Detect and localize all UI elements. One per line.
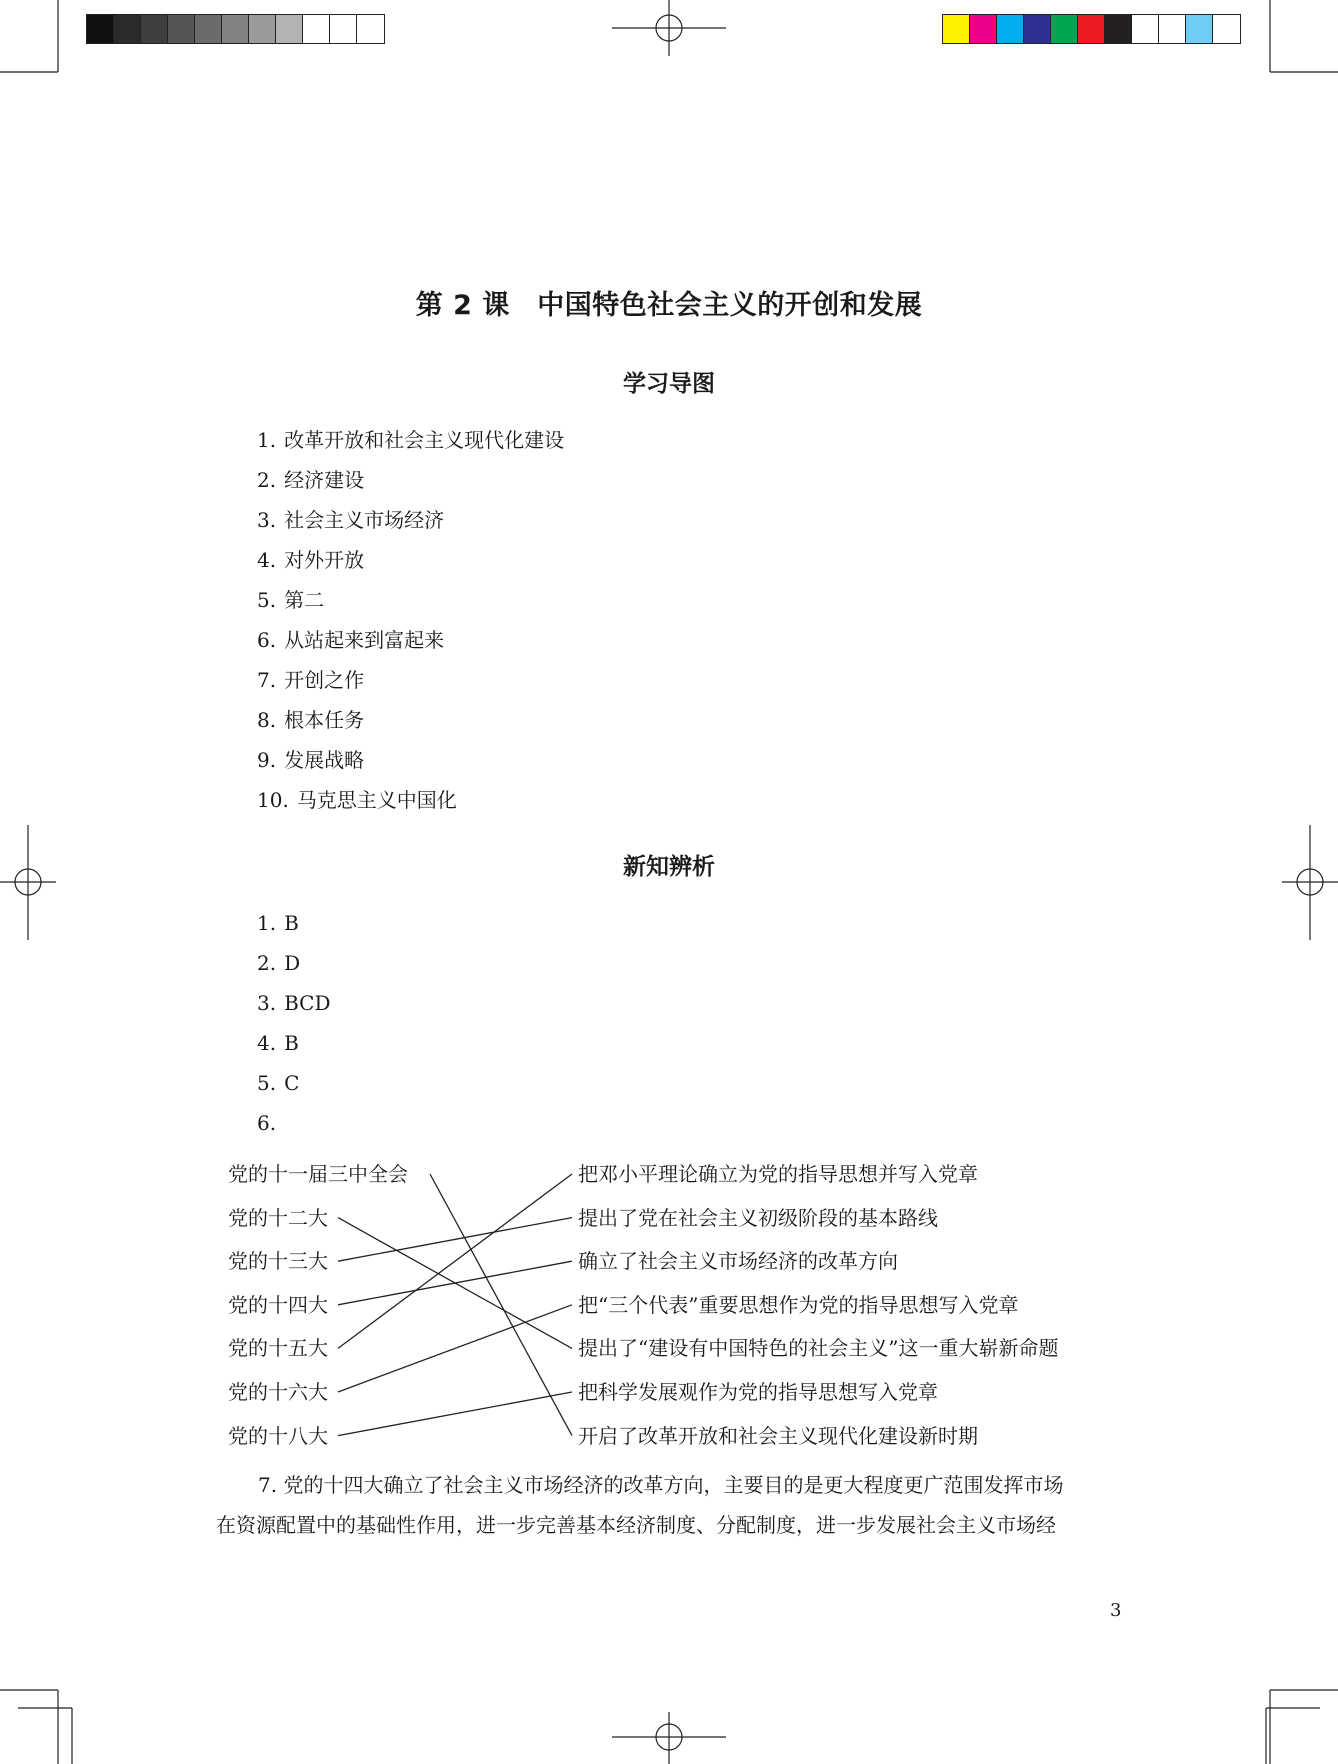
answer-item-number: 1. <box>257 911 277 935</box>
guide-item-number: 5. <box>257 588 277 612</box>
guide-item-text: 经济建设 <box>284 468 365 492</box>
guide-item-text: 对外开放 <box>284 548 365 572</box>
answer-item-number: 5. <box>257 1071 277 1095</box>
answer-item-number: 4. <box>257 1031 277 1055</box>
answer-item-text: B <box>284 911 299 935</box>
guide-item-text: 开创之作 <box>284 668 365 692</box>
match-right-item: 开启了改革开放和社会主义现代化建设新时期 <box>578 1423 978 1448</box>
match-right-item: 把科学发展观作为党的指导思想写入党章 <box>578 1380 938 1404</box>
q7-line: 7. 党的十四大确立了社会主义市场经济的改革方向，主要目的是更大程度更广范围发挥市场 <box>258 1473 1064 1497</box>
guide-item-number: 4. <box>257 548 277 572</box>
match-right-item: 提出了“建设有中国特色的社会主义”这一重大崭新命题 <box>578 1336 1059 1361</box>
match-line <box>338 1218 572 1262</box>
answer-item-number: 6. <box>257 1111 277 1135</box>
guide-item-text: 根本任务 <box>284 708 365 732</box>
guide-item-text: 从站起来到富起来 <box>284 628 445 652</box>
answer-item-text: B <box>284 1031 299 1055</box>
match-right-item: 确立了社会主义市场经济的改革方向 <box>578 1249 898 1274</box>
question-7-answer <box>216 1465 1126 1545</box>
guide-item-text: 第二 <box>284 588 325 612</box>
guide-item-number: 6. <box>257 628 277 652</box>
match-left-item: 党的十八大 <box>228 1423 328 1448</box>
guide-item-text: 社会主义市场经济 <box>284 508 445 532</box>
guide-item-number: 8. <box>257 708 277 732</box>
match-line <box>338 1261 572 1305</box>
match-left-item: 党的十五大 <box>228 1336 328 1361</box>
answer-item-number: 3. <box>257 991 277 1015</box>
guide-heading: 学习导图 <box>623 371 715 397</box>
guide-item-text: 改革开放和社会主义现代化建设 <box>284 428 565 452</box>
q7-line: 在资源配置中的基础性作用，进一步完善基本经济制度、分配制度，进一步发展社会主义市场经 <box>216 1513 1056 1537</box>
match-right-item: 把“三个代表”重要思想作为党的指导思想写入党章 <box>578 1292 1019 1317</box>
guide-item-text: 马克思主义中国化 <box>296 788 457 812</box>
match-left-item: 党的十二大 <box>228 1205 328 1230</box>
guide-item-text: 发展战略 <box>284 748 365 772</box>
analysis-heading: 新知辨析 <box>623 854 715 880</box>
guide-item-number: 10. <box>257 788 289 812</box>
match-right-item: 提出了党在社会主义初级阶段的基本路线 <box>578 1205 938 1230</box>
match-line <box>338 1392 572 1436</box>
guide-item-number: 2. <box>257 468 277 492</box>
guide-item-number: 3. <box>257 508 277 532</box>
match-left-item: 党的十一届三中全会 <box>228 1162 408 1186</box>
match-line <box>338 1305 572 1392</box>
guide-item-number: 1. <box>257 428 277 452</box>
match-left-item: 党的十六大 <box>228 1380 328 1404</box>
answer-item-text: C <box>284 1071 300 1095</box>
lesson-title: 第 2 课 中国特色社会主义的开创和发展 <box>415 290 923 321</box>
page-number: 3 <box>1110 1600 1122 1621</box>
match-right-item: 把邓小平理论确立为党的指导思想并写入党章 <box>578 1162 978 1186</box>
match-left-item: 党的十三大 <box>228 1249 328 1274</box>
answer-item-text: D <box>284 951 301 975</box>
guide-item-number: 7. <box>257 668 277 692</box>
answer-item-number: 2. <box>257 951 277 975</box>
match-left-item: 党的十四大 <box>228 1292 328 1317</box>
guide-item-number: 9. <box>257 748 277 772</box>
answer-item-text: BCD <box>284 991 331 1015</box>
match-line <box>338 1174 572 1348</box>
